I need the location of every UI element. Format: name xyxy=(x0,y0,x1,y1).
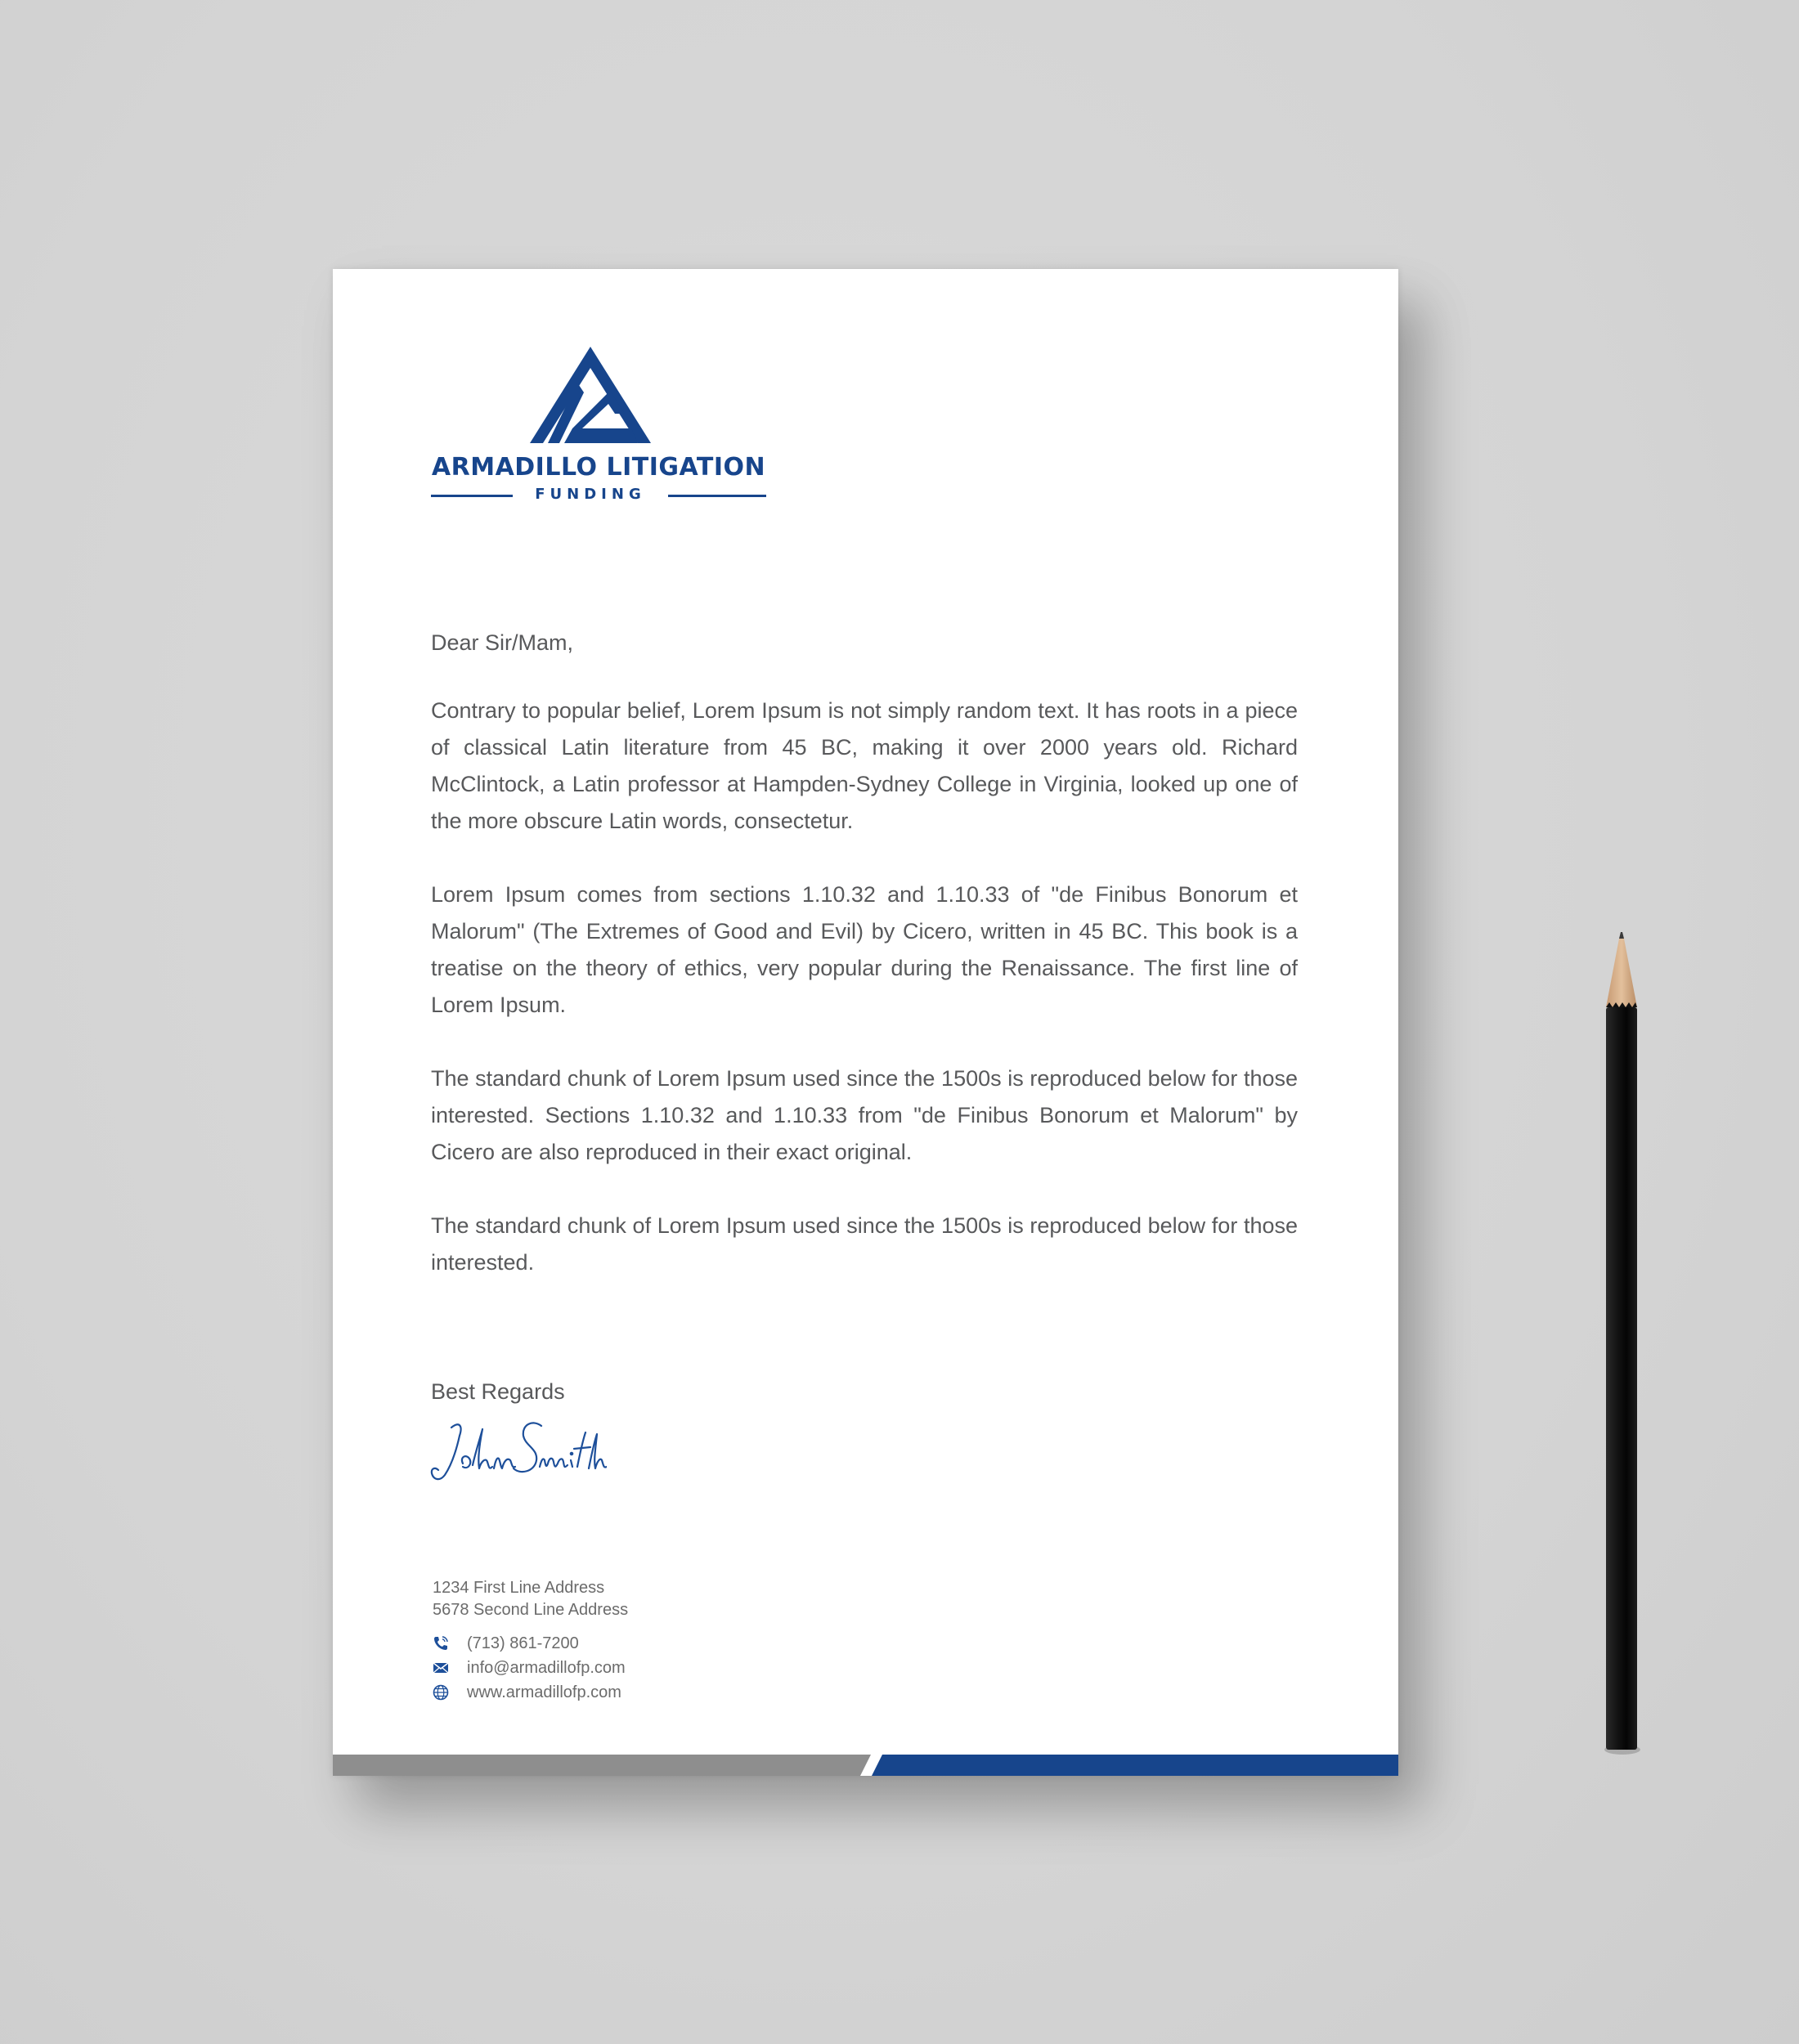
address-line-1: 1234 First Line Address xyxy=(433,1579,605,1597)
company-logo xyxy=(431,347,774,510)
phone-number[interactable]: (713) 861-7200 xyxy=(467,1634,579,1652)
letter-paragraph: Contrary to popular belief, Lorem Ipsum is not simply random text. It has roots in a piece of classical Latin literature from 45 BC, making it over 2000 years old. Richard McClintock, a Latin professor at Hampden-Sydney College in Virginia, looked up one of the more obscure Latin words, consectetur. xyxy=(431,698,1298,833)
company-name: ARMADILLO LITIGATION xyxy=(431,453,766,482)
contact-website xyxy=(433,1680,626,1705)
company-subtitle: FUNDING xyxy=(535,486,646,503)
subtitle-rule-right xyxy=(668,495,766,497)
footer-bar-blue xyxy=(872,1755,1398,1776)
contact-phone xyxy=(433,1631,626,1656)
footer-bar-gray xyxy=(333,1755,871,1776)
closing: Best Regards xyxy=(431,1379,565,1404)
letter-paragraph: The standard chunk of Lorem Ipsum used since the 1500s is reproduced below for those interested. xyxy=(431,1213,1298,1275)
subtitle-rule-left xyxy=(431,495,513,497)
phone-icon xyxy=(433,1635,449,1652)
globe-icon xyxy=(433,1684,449,1701)
contact-email xyxy=(433,1656,626,1680)
contact-list xyxy=(433,1631,626,1705)
envelope-icon xyxy=(433,1660,449,1676)
footer-accent-bar xyxy=(333,1755,1398,1776)
letter-paragraph: The standard chunk of Lorem Ipsum used since the 1500s is reproduced below for those interested. Sections 1.10.32 and 1.10.33 from "de Finibus Bonorum et Malorum" by Cicero are also reproduced in their exact original. xyxy=(431,1066,1298,1164)
website-url[interactable]: www.armadillofp.com xyxy=(467,1683,621,1701)
logo-mark-icon xyxy=(525,347,656,445)
pencil-image xyxy=(1595,932,1644,1758)
letter-paragraph: Lorem Ipsum comes from sections 1.10.32 and 1.10.33 of "de Finibus Bonorum et Malorum" (The Extremes of Good and Evil) by Cicero, written in 45 BC. This book is a treatise on the theory of ethics, very popular during the Renaissance. The first line of Lorem Ipsum. xyxy=(431,882,1298,1017)
company-subtitle-row xyxy=(431,486,766,505)
letter-body xyxy=(431,625,1298,1318)
address-line-2: 5678 Second Line Address xyxy=(433,1601,629,1619)
letterhead-page xyxy=(333,269,1398,1776)
signature xyxy=(427,1418,607,1491)
address-block xyxy=(433,1577,628,1621)
salutation: Dear Sir/Mam, xyxy=(431,630,574,655)
email-address[interactable]: info@armadillofp.com xyxy=(467,1658,626,1677)
